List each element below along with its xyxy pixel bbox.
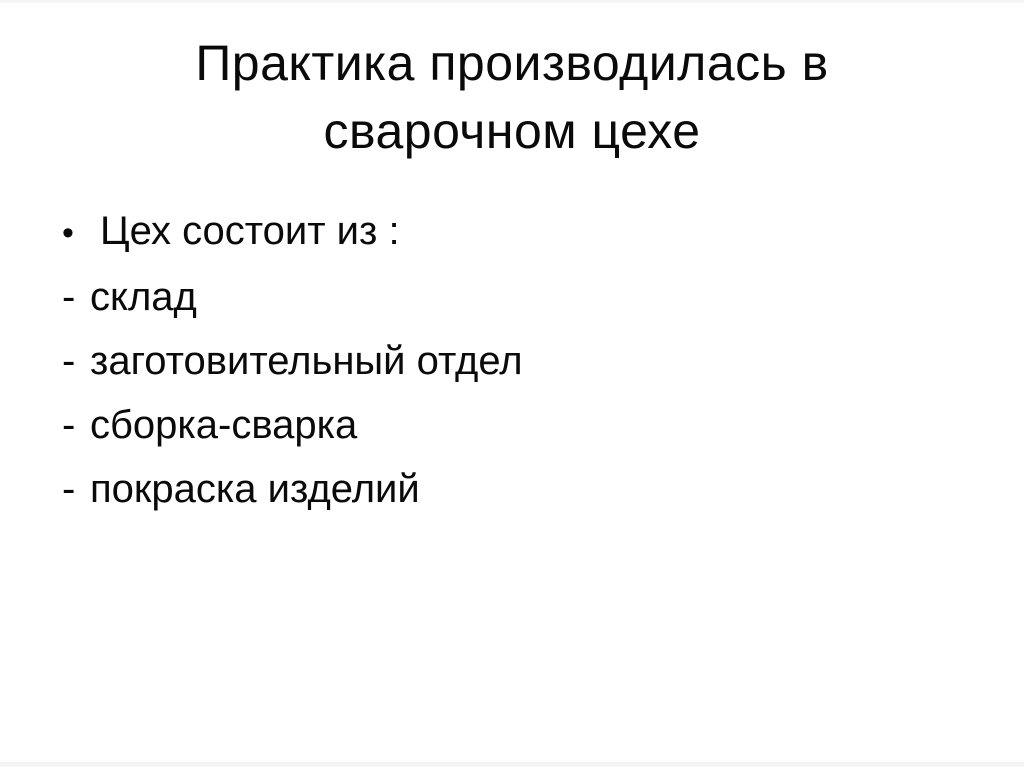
- list-item: [62, 393, 1024, 457]
- list-item-text: заготовительный отдел: [90, 338, 523, 383]
- slide-title-line-1: Практика производилась в: [195, 35, 829, 91]
- dash-marker: -: [62, 338, 76, 383]
- slide-title: [0, 29, 1024, 165]
- list-item: [62, 199, 1024, 265]
- list-item-text: покраска изделий: [90, 466, 420, 511]
- list-item: [62, 329, 1024, 393]
- list-item: [62, 457, 1024, 521]
- slide-top-edge: [0, 0, 1024, 3]
- dash-marker: -: [62, 402, 76, 447]
- list-item: [62, 265, 1024, 329]
- list-item-text: склад: [90, 274, 197, 319]
- list-item-text: Цех состоит из :: [100, 208, 400, 253]
- bullet-marker: •: [62, 213, 74, 252]
- list-item-text: сборка-сварка: [90, 402, 358, 447]
- dash-marker: -: [62, 466, 76, 511]
- slide-title-line-2: сварочном цехе: [323, 103, 701, 159]
- slide-bottom-edge: [0, 762, 1024, 767]
- dash-marker: -: [62, 274, 76, 319]
- slide-body: [0, 199, 1024, 521]
